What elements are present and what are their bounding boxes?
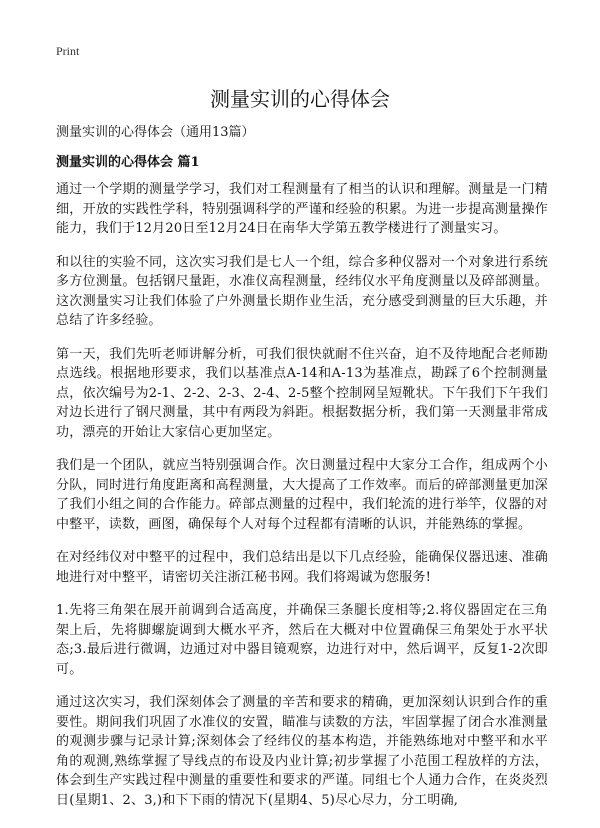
paragraph: 通过一个学期的测量学学习，我们对工程测量有了相当的认识和理解。测量是一门精细，开放的实践性学科，特别强调科学的严谨和经验的积累。为进一步提高测量操作能力，我们于12月20日至12月24日在南华大学第五教学楼进行了测量实习。 xyxy=(56,182,548,236)
page-title: 测量实训的心得体会 xyxy=(210,87,390,111)
paragraph: 1.先将三角架在展开前调到合适高度，并确保三条腿长度相等;2.将仪器固定在三角架上后，先将脚螺旋调到大概水平齐，然后在大概对中位置确保三角架处于水平状态;3.最后进行微调，边通过对中器目镜观察，边进行对中，然后调平，反复1-2次即可。 xyxy=(56,603,548,677)
section-heading: 测量实训的心得体会 篇1 xyxy=(56,155,200,170)
print-link[interactable]: Print xyxy=(56,44,80,58)
document-subtitle: 测量实训的心得体会（通用13篇） xyxy=(56,125,255,140)
paragraph: 在对经纬仪对中整平的过程中，我们总结出是以下几点经验，能确保仪器迅速、准确地进行对中整平，请密切关注浙江秘书网。我们将竭诚为您服务! xyxy=(56,550,548,585)
paragraph: 第一天，我们先听老师讲解分析，可我们很快就耐不住兴奋，迫不及待地配合老师勘点选线。根据地形要求，我们以基准点A-14和A-13为基准点，勘踩了6个控制测量点，依次编号为2-1、2-2、2-3、2-4、2-5整个控制网呈短靴状。下午我们下午我们对边长进行了钢尺测量，其中有两段为斜距。根据数据分析，我们第一天测量非常成功，漂亮的开始让大家信心更加坚定。 xyxy=(56,346,548,440)
article-body xyxy=(56,180,548,824)
paragraph: 我们是一个团队，就应当特别强调合作。次日测量过程中大家分工合作，组成两个小分队，同时进行角度距离和高程测量，大大提高了工作效率。而后的碎部测量更加深了我们小组之间的合作能力。碎部点测量的过程中，我们轮流的进行举竿，仪器的对中整平，读数，画图，确保每个人对每个过程都有清晰的认识，并能熟练的掌握。 xyxy=(56,458,548,532)
paragraph: 和以往的实验不同，这次实习我们是七人一个组，综合多种仪器对一个对象进行系统多方位测量。包括钢尺量距，水准仪高程测量，经纬仪水平角度测量以及碎部测量。这次测量实习让我们体验了户外测量长期作业生活，充分感受到测量的巨大乐趣，并总结了许多经验。 xyxy=(56,254,548,328)
paragraph: 通过这次实习，我们深刻体会了测量的辛苦和要求的精确，更加深刻认识到合作的重要性。期间我们巩固了水准仪的安置，瞄准与读数的方法，牢固掌握了闭合水准测量的观测步骤与记录计算;深刻体会了经纬仪的基本构造，并能熟练地对中整平和水平角的观测,熟练掌握了导线点的布设及内业计算;初步掌握了小范围工程放样的方法，体会到生产实践过程中测量的重要性和要求的严谨。同组七个人通力合作，在炎炎烈日(星期1、2、3,)和下下雨的情况下(星期4、5)尽心尽力，分工明确, xyxy=(56,695,548,808)
